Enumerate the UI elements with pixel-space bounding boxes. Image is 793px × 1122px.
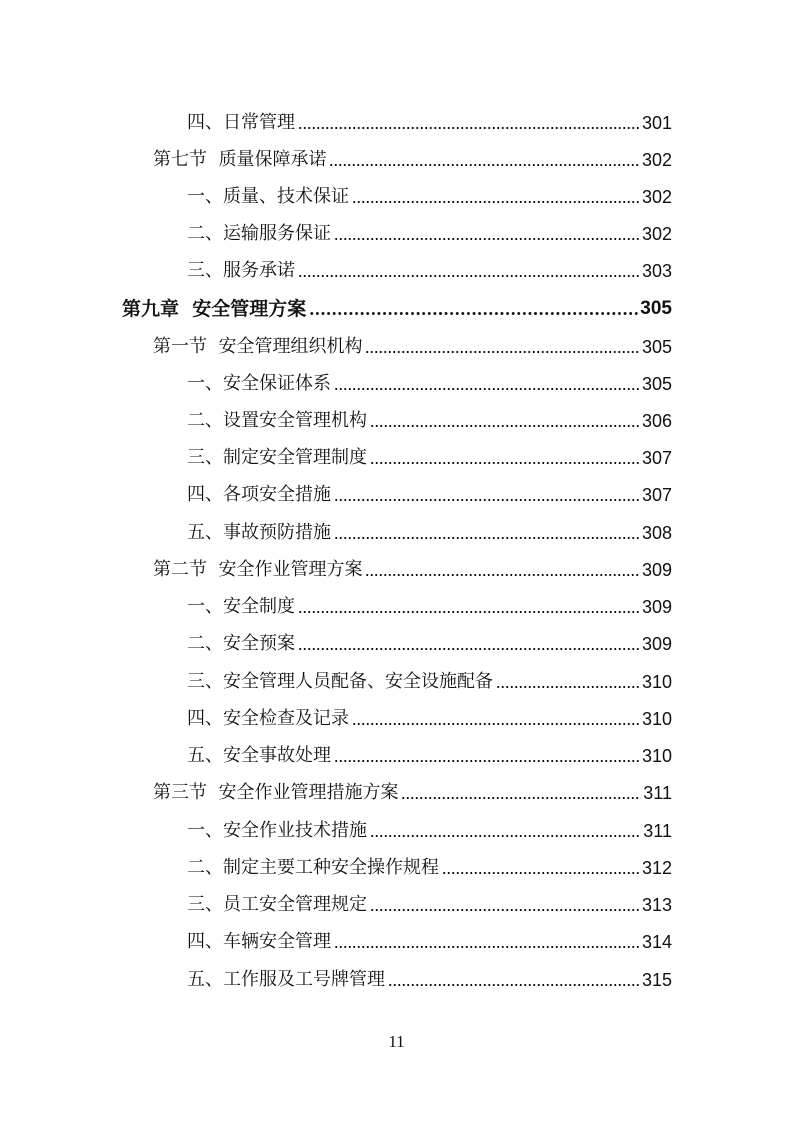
dot-leader [401,797,641,799]
toc-entry-number: 五、 [187,745,223,766]
toc-entry-number: 第一节 [153,336,219,357]
dot-leader [365,351,640,353]
toc-entry[interactable] [187,661,672,693]
toc-entry-title: 安全管理人员配备、安全设施配备 [223,671,493,692]
toc-entry-title: 安全事故处理 [223,745,331,766]
dot-leader [329,164,640,166]
toc-entry-page: 307 [641,448,672,468]
toc-entry-title: 制定安全管理制度 [223,447,367,468]
toc-entry-title: 质量、技术保证 [223,186,349,207]
toc-entry[interactable] [153,772,672,804]
dot-leader [298,611,640,613]
toc-entry-title: 工作服及工号牌管理 [223,969,385,990]
toc-entry[interactable] [153,549,672,581]
toc-entry-title: 服务承诺 [223,260,295,281]
toc-entry-title: 各项安全措施 [223,484,331,505]
dot-leader [334,499,640,501]
toc-entry[interactable] [187,847,672,879]
toc-entry[interactable] [187,250,672,282]
toc-entry[interactable] [187,884,672,916]
toc-entry-number: 第九章 [122,298,193,320]
toc-entry-number: 一、 [187,186,223,207]
toc-entry[interactable] [187,102,672,134]
toc-entry[interactable] [187,698,672,730]
toc-entry-page: 305 [640,298,672,319]
toc-entry-title: 车辆安全管理 [223,931,331,952]
dot-leader [334,760,640,762]
toc-entry-number: 二、 [187,633,223,654]
toc-entry-page: 309 [641,634,672,654]
toc-entry-number: 四、 [187,112,223,133]
toc-entry-number: 三、 [187,894,223,915]
toc-entry-number: 一、 [187,373,223,394]
toc-entry[interactable] [187,512,672,544]
toc-entry[interactable] [187,400,672,432]
toc-entry-page: 307 [641,485,672,505]
toc-entry[interactable] [187,363,672,395]
toc-chapter-entry[interactable] [122,288,672,320]
toc-entry-title: 员工安全管理规定 [223,894,367,915]
toc-entry-title: 安全管理方案 [192,298,307,320]
toc-entry-number: 一、 [187,596,223,617]
toc-entry-page: 313 [641,895,672,915]
dot-leader [388,984,640,986]
toc-entry-number: 四、 [187,931,223,952]
toc-entry-number: 第七节 [153,149,219,170]
toc-entry[interactable] [153,139,672,171]
dot-leader [309,312,638,315]
dot-leader [334,537,640,539]
toc-entry-title: 质量保障承诺 [218,149,327,170]
toc-entry-page: 306 [641,411,672,431]
toc-entry-number: 四、 [187,484,223,505]
toc-entry-page: 308 [641,523,672,543]
toc-entry-title: 安全预案 [223,633,295,654]
toc-entry[interactable] [187,437,672,469]
dot-leader [298,275,640,277]
toc-entry[interactable] [187,735,672,767]
toc-entry-page: 305 [641,337,672,357]
toc-entry-page: 310 [641,672,672,692]
toc-entry[interactable] [187,213,672,245]
toc-entry-number: 三、 [187,260,223,281]
toc-entry-title: 日常管理 [223,112,295,133]
dot-leader [365,574,640,576]
toc-entry-title: 安全检查及记录 [223,708,349,729]
toc-entry-page: 302 [641,224,672,244]
toc-entry[interactable] [187,474,672,506]
dot-leader [334,238,640,240]
toc-entry-page: 311 [643,821,672,841]
toc-entry-title: 安全作业技术措施 [223,820,367,841]
toc-entry-number: 三、 [187,447,223,468]
toc-entry-page: 301 [641,113,672,133]
toc-entry-number: 三、 [187,671,223,692]
toc-entry-page: 315 [641,970,672,990]
toc-entry[interactable] [187,586,672,618]
toc-entry-number: 五、 [187,969,223,990]
toc-entry-number: 第三节 [153,782,219,803]
toc-entry-page: 309 [641,560,672,580]
toc-entry-page: 302 [641,150,672,170]
toc-entry-number: 五、 [187,522,223,543]
toc-entry-page: 311 [643,783,672,803]
toc-entry-title: 设置安全管理机构 [223,410,367,431]
toc-entry-title: 安全作业管理方案 [218,559,363,580]
dot-leader [370,835,641,837]
toc-entry-number: 第二节 [153,559,219,580]
toc-entry-number: 二、 [187,223,223,244]
toc-entry-number: 二、 [187,857,223,878]
toc-entry-page: 303 [641,261,672,281]
toc-entry-number: 一、 [187,820,223,841]
dot-leader [352,201,640,203]
page-number: 11 [388,1032,405,1051]
dot-leader [298,127,640,129]
toc-entry-title: 安全管理组织机构 [218,336,363,357]
toc-entry-page: 310 [641,709,672,729]
toc-entry[interactable] [187,176,672,208]
toc-entry-page: 310 [641,746,672,766]
dot-leader [352,723,640,725]
toc-entry-number: 四、 [187,708,223,729]
dot-leader [496,686,640,688]
dot-leader [370,425,640,427]
toc-entry-number: 二、 [187,410,223,431]
toc-entry-page: 309 [641,597,672,617]
toc-entry-title: 运输服务保证 [223,223,331,244]
toc-entry[interactable] [187,810,672,842]
dot-leader [298,648,640,650]
toc-entry[interactable] [187,623,672,655]
toc-entry-page: 305 [641,374,672,394]
toc-entry[interactable] [187,959,672,991]
toc-entry-title: 安全作业管理措施方案 [218,782,399,803]
toc-entry[interactable] [187,921,672,953]
dot-leader [334,388,640,390]
dot-leader [334,946,640,948]
toc-entry-page: 314 [641,932,672,952]
toc-entry-title: 制定主要工种安全操作规程 [223,857,439,878]
toc-entry-page: 302 [641,187,672,207]
toc-entry-page: 312 [641,858,672,878]
toc-entry-title: 事故预防措施 [223,522,331,543]
dot-leader [370,462,640,464]
toc-entry-title: 安全制度 [223,596,295,617]
dot-leader [442,872,640,874]
toc-entry-title: 安全保证体系 [223,373,331,394]
dot-leader [370,909,640,911]
toc-entry[interactable] [153,326,672,358]
